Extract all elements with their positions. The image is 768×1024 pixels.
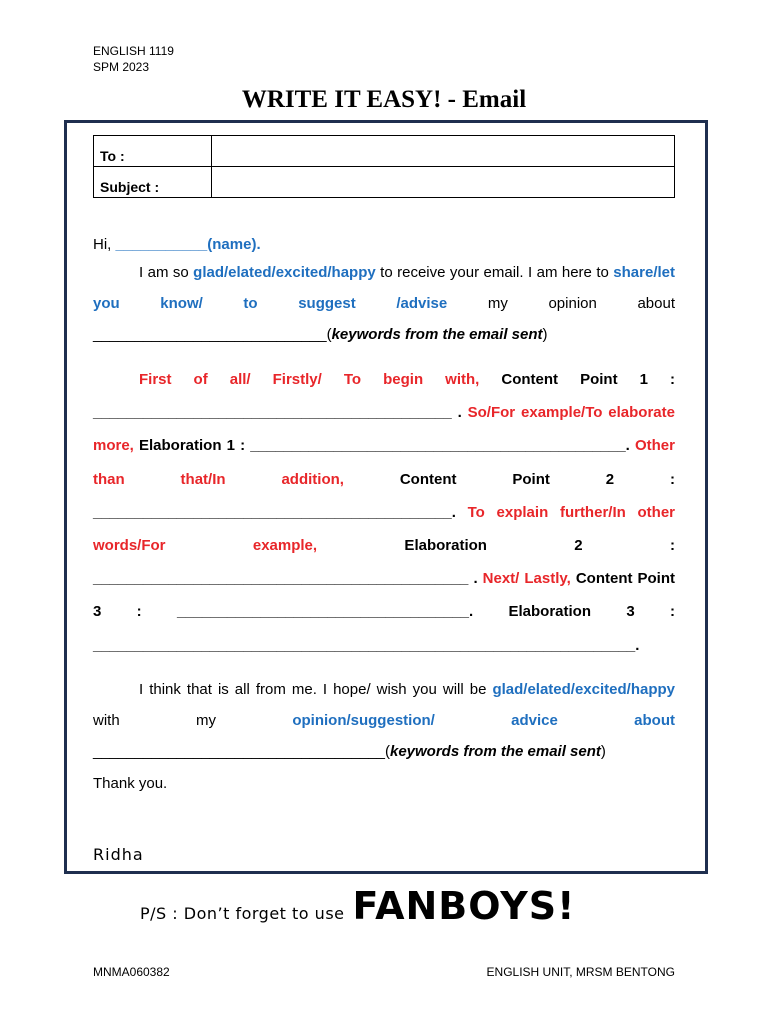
to-field[interactable] bbox=[212, 136, 675, 167]
subject-label: Subject : bbox=[94, 167, 212, 198]
p3-feeling-options: glad/elated/excited/happy bbox=[492, 681, 675, 698]
content-point-1: Content Point 1 : ___________________________________________ . bbox=[93, 371, 675, 422]
connector-next: Next/ Lastly, bbox=[482, 570, 571, 588]
footer-unit: ENGLISH UNIT, MRSM BENTONG bbox=[486, 965, 675, 979]
connector-example: So/For example/To elaborate more, bbox=[93, 404, 675, 455]
connector-first: First of all/ Firstly/ To begin with, bbox=[139, 371, 480, 388]
footer-code: MNMA060382 bbox=[93, 965, 170, 979]
content-point-3-elaboration-3: Content Point 3 : ___________________________________. Elaboration 3 : _________________________________________________________________. bbox=[93, 570, 675, 654]
opening-paragraph bbox=[93, 257, 675, 350]
ps-reminder: P/S : Don’t forget to use bbox=[140, 904, 345, 923]
p3-blank: ___________________________________ bbox=[93, 743, 385, 760]
connector-explain: To explain further/In other words/For example, bbox=[93, 503, 675, 555]
p3-opinion-options: opinion/suggestion/ advice about bbox=[292, 712, 675, 729]
p1-purpose-options: share/let you know/ to suggest /advise bbox=[93, 264, 675, 312]
greeting-name-blank: ___________(name). bbox=[115, 236, 261, 253]
p3-text-2: with my bbox=[93, 712, 293, 729]
signature: Ridha bbox=[93, 845, 144, 864]
subject-field[interactable] bbox=[212, 167, 675, 198]
p1-close-paren: ) bbox=[542, 326, 548, 343]
p1-blank: ____________________________ bbox=[93, 326, 327, 343]
content-point-2: Content Point 2 : ___________________________________________. bbox=[93, 470, 675, 521]
p1-text-1: I am so bbox=[139, 264, 194, 281]
ps-fanboys: FANBOYS! bbox=[352, 884, 576, 928]
content-paragraph bbox=[93, 363, 675, 662]
elaboration-2: Elaboration 2 : _____________________________________________ . bbox=[93, 537, 675, 588]
course-code: ENGLISH 1119 bbox=[93, 44, 174, 58]
email-header-table bbox=[93, 135, 675, 198]
to-row bbox=[94, 136, 675, 167]
p1-text-3: my opinion about bbox=[447, 295, 676, 312]
p3-close-paren: ) bbox=[600, 743, 606, 760]
page-title: WRITE IT EASY! - Email bbox=[241, 86, 527, 113]
p3-text-1: I think that is all from me. I hope/ wish you will be bbox=[139, 681, 493, 698]
p3-open-paren: ( bbox=[384, 743, 390, 760]
closing-paragraph bbox=[93, 674, 675, 767]
ps-note bbox=[140, 884, 575, 928]
connector-addition: Other than that/In addition, bbox=[93, 437, 675, 488]
p1-text-2: to receive your email. I am here to bbox=[375, 264, 614, 281]
subject-row bbox=[94, 167, 675, 198]
p3-keywords-hint: keywords from the email sent bbox=[389, 743, 601, 760]
greeting-hi: Hi, bbox=[93, 236, 116, 253]
exam-year: SPM 2023 bbox=[93, 60, 150, 74]
p1-feeling-options: glad/elated/excited/happy bbox=[193, 264, 376, 281]
p1-open-paren: ( bbox=[326, 326, 332, 343]
greeting bbox=[93, 229, 675, 260]
thanks-line: Thank you. bbox=[93, 775, 168, 792]
p1-keywords-hint: keywords from the email sent bbox=[331, 326, 543, 343]
elaboration-1: Elaboration 1 : _____________________________________________. bbox=[133, 437, 635, 455]
to-label: To : bbox=[94, 136, 212, 167]
